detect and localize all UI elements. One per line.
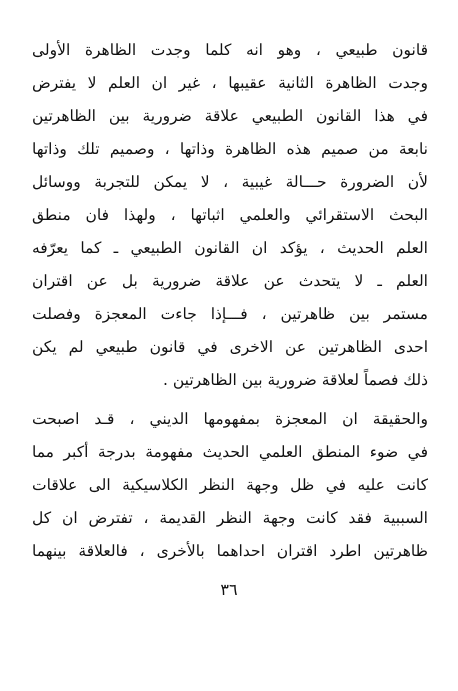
paragraph-line: نابعة من صميم هذه الظاهرة وذاتها ، وصميم تلك وذاتها — [32, 140, 428, 158]
paragraph-line: في هذا القانون الطبيعي علاقة ضرورية بين الظاهرتين — [32, 107, 428, 125]
paragraph-1 — [32, 34, 428, 397]
paragraph-line: العلم ـ لا يتحدث عن علاقة ضرورية بل عن اقتران — [32, 272, 428, 290]
paragraph-line: السببية فقد كانت وجهة النظر القديمة ، تفترض ان كل — [32, 509, 428, 527]
paragraph-line: لأن الضرورة حـــالة غيبية ، لا يمكن للتجربة ووسائل — [32, 173, 428, 191]
paragraph-line: والحقيقة ان المعجزة بمفهومها الديني ، قـد اصبحت — [32, 410, 428, 428]
paragraph-line: ذلك فصماً لعلاقة ضرورية بين الظاهرتين . — [163, 371, 428, 389]
paragraph-line: ظاهرتين اطرد اقتران احداهما بالأخرى ، فالعلاقة بينهما — [32, 542, 428, 560]
page-number: ٣٦ — [220, 580, 238, 599]
paragraph-line: احدى الظاهرتين عن الاخرى في قانون طبيعي لم يكن — [32, 338, 428, 356]
paragraph-line: وجدت الظاهرة الثانية عقيبها ، غير ان العلم لا يفترض — [32, 74, 428, 92]
paragraph-line: العلم الحديث ، يؤكد ان القانون الطبيعي ـ كما يعرّفه — [32, 239, 428, 257]
paragraph-line: مستمر بين ظاهرتين ، فـــإذا جاءت المعجزة وفصلت — [32, 305, 428, 323]
paragraph-line: البحث الاستقرائي والعلمي اثباتها ، ولهذا فان منطق — [32, 206, 428, 224]
paragraph-line: كانت عليه في ظل وجهة النظر الكلاسيكية الى علاقات — [32, 476, 428, 494]
paragraph-2 — [32, 403, 428, 568]
paragraph-line: قانون طبيعي ، وهو انه كلما وجدت الظاهرة الأولى — [32, 41, 428, 59]
paragraph-line: في ضوء المنطق العلمي الحديث مفهومة بدرجة أكبر مما — [32, 443, 428, 461]
